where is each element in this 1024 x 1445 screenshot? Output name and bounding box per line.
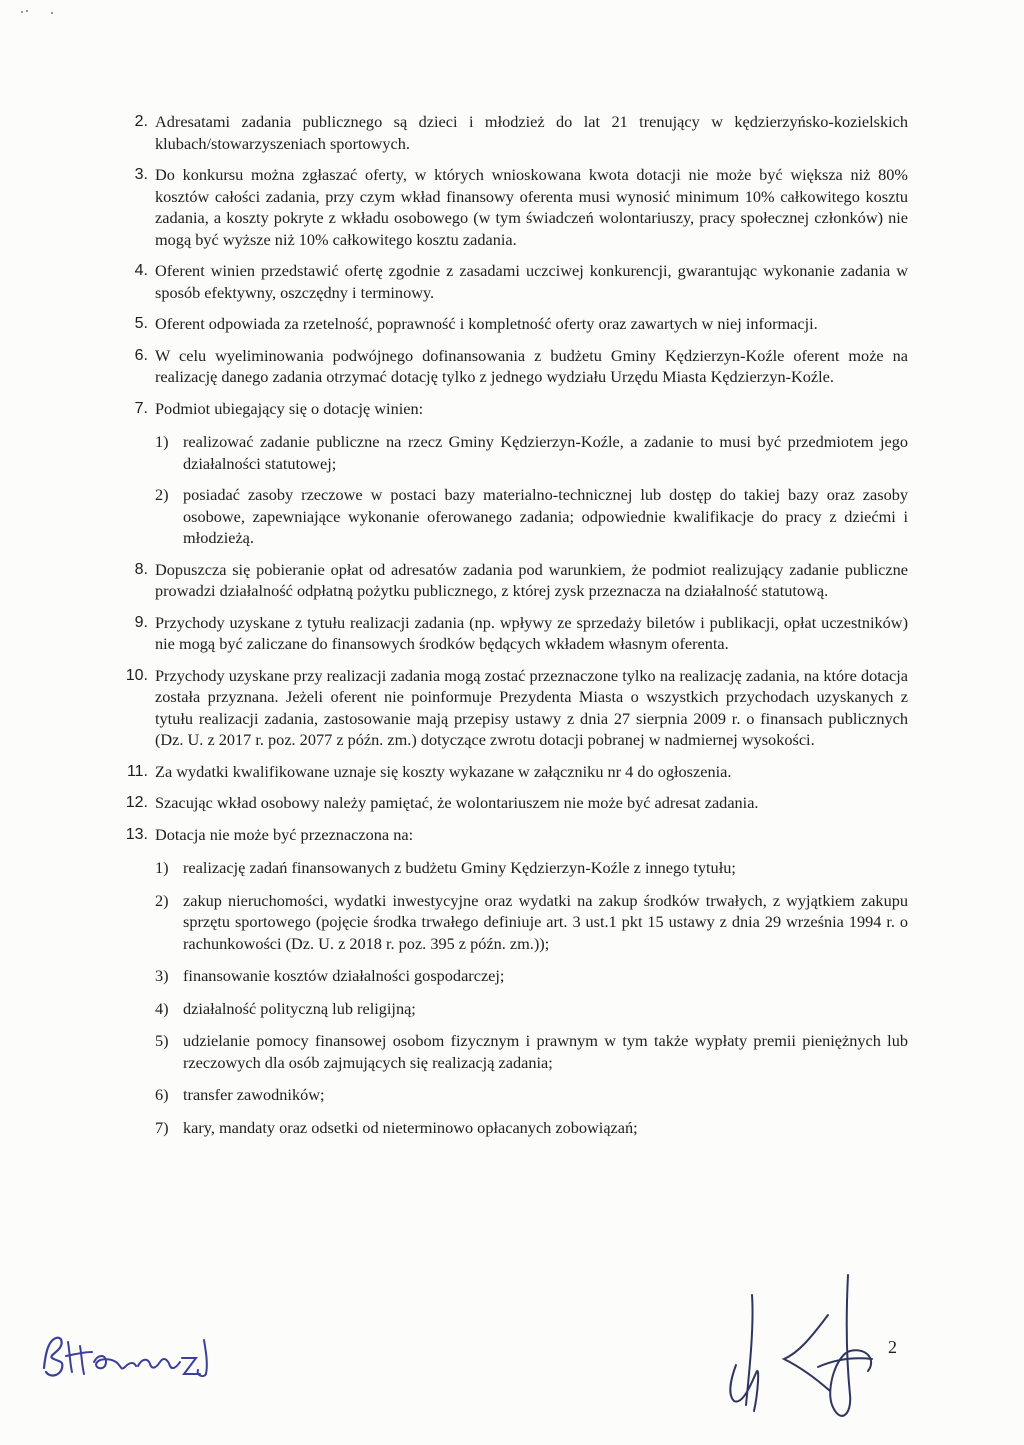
item-text: Za wydatki kwalifikowane uznaje się koszty wykazane w załączniku nr 4 do ogłoszenia. bbox=[155, 761, 732, 781]
sublist-item bbox=[155, 431, 908, 474]
item-number: 10. bbox=[125, 666, 148, 684]
list-item bbox=[118, 665, 908, 751]
item-text: Adresatami zadania publicznego są dzieci i młodzież do lat 21 trenujący w kędzierzyńsko-kozielskich klubach/stowarzyszeniach sportowych. bbox=[155, 112, 908, 153]
item-number: 8. bbox=[134, 560, 148, 578]
item-text: Oferent odpowiada za rzetelność, poprawność i kompletność oferty oraz zawartych w niej informacji. bbox=[155, 314, 818, 333]
item-number: 11. bbox=[126, 762, 148, 780]
item-number: 3. bbox=[134, 166, 148, 183]
item-text: Przychody uzyskane z tytułu realizacji zadania (np. wpływy ze sprzedaży biletów i publikacji, opłat uczestników) nie mogą być zaliczane do finansowych środków będących wkładem własnym oferenta. bbox=[155, 612, 908, 653]
list-item bbox=[118, 313, 908, 335]
subitem-number: 4) bbox=[155, 998, 169, 1018]
subitem-text: posiadać zasoby rzeczowe w postaci bazy materialno-technicznej lub dostęp do takiej bazy oraz zasoby osobowe, zapewniające wykonanie oferowanego zadania; odpowiednie kwalifikacje do pracy z dziećmi i młodzieżą. bbox=[183, 485, 908, 547]
subitem-number: 1) bbox=[155, 858, 169, 877]
item-number: 6. bbox=[134, 346, 148, 364]
subitem-number: 5) bbox=[155, 1031, 169, 1050]
list-item bbox=[118, 792, 908, 814]
subitem-text: kary, mandaty oraz odsetki od nieterminowo opłacanych zobowiązań; bbox=[183, 1117, 638, 1137]
item-text: Szacując wkład osobowy należy pamiętać, że wolontariuszem nie może być adresat zadania. bbox=[155, 793, 759, 812]
scan-mark bbox=[18, 6, 58, 16]
item-text: Oferent winien przedstawić ofertę zgodnie z zasadami uczciwej konkurencji, gwarantując wykonanie zadania w sposób efektywny, oszczędny i terminowy. bbox=[155, 261, 908, 302]
item-number: 9. bbox=[134, 613, 148, 631]
list-item bbox=[118, 612, 908, 655]
sublist-item bbox=[155, 890, 908, 955]
sublist-item bbox=[155, 965, 908, 987]
sublist-item bbox=[155, 1030, 908, 1073]
list-item bbox=[118, 761, 908, 783]
page-number: 2 bbox=[888, 1337, 897, 1357]
subitem-text: realizować zadanie publiczne na rzecz Gminy Kędzierzyn-Koźle, a zadanie to musi być przedmiotem jego działalności statutowej; bbox=[183, 432, 908, 473]
subitem-number: 1) bbox=[155, 432, 169, 451]
item-number: 5. bbox=[134, 315, 148, 332]
sublist-item bbox=[155, 998, 908, 1020]
sublist-item bbox=[155, 484, 908, 549]
item-text: Podmiot ubiegający się o dotację winien: bbox=[155, 398, 424, 418]
list-item bbox=[118, 345, 908, 388]
subitem-text: udzielanie pomocy finansowej osobom fizycznym i prawnym w tym także wypłaty premii pieniężnych lub rzeczowych dla osób zajmujących się realizacją zadania; bbox=[183, 1031, 908, 1072]
item-number: 13. bbox=[125, 825, 148, 843]
item-text: Przychody uzyskane przy realizacji zadania mogą zostać przeznaczone tylko na realizację zadania, na które dotacja została przyznana. Jeżeli oferent nie poinformuje Prezydenta Miasta o wszystkich przychodach uzyskanych z tytułu realizacji zadania, zastosowanie mają przepisy ustawy z dnia 27 sierpnia 2009 r. o finansach publicznych (Dz. U. z 2017 r. poz. 2077 z późn. zm.) dotyczące zwrotu dotacji pobranej w nadmiernej wysokości. bbox=[155, 665, 908, 749]
sublist-item bbox=[155, 1084, 908, 1106]
sublist bbox=[155, 857, 908, 1138]
list-item bbox=[118, 164, 908, 250]
list-item bbox=[118, 398, 908, 549]
subitem-text: transfer zawodników; bbox=[183, 1085, 325, 1104]
sublist bbox=[155, 431, 908, 549]
subitem-number: 2) bbox=[155, 890, 169, 910]
list-item bbox=[118, 824, 908, 1139]
handwritten-signature-left bbox=[36, 1318, 236, 1388]
sublist-item bbox=[155, 857, 908, 879]
document-body bbox=[118, 111, 908, 1149]
subitem-number: 7) bbox=[155, 1117, 169, 1137]
item-number: 12. bbox=[125, 794, 148, 811]
item-text: Dotacja nie może być przeznaczona na: bbox=[155, 824, 414, 844]
subitem-number: 2) bbox=[155, 485, 169, 504]
subitem-text: realizację zadań finansowanych z budżetu Gminy Kędzierzyn-Koźle z innego tytułu; bbox=[183, 858, 736, 877]
subitem-number: 6) bbox=[155, 1085, 169, 1104]
item-text: W celu wyeliminowania podwójnego dofinansowania z budżetu Gminy Kędzierzyn-Koźle oferent może na realizację danego zadania otrzymać dotację tylko z jednego wydziału Urzędu Miasta Kędzierzyn-Koźle. bbox=[155, 345, 908, 386]
handwritten-signature-right bbox=[700, 1255, 890, 1430]
item-text: Dopuszcza się pobieranie opłat od adresatów zadania pod warunkiem, że podmiot realizujący zadanie publiczne prowadzi działalność odpłatną pożytku publicznego, z której zysk przeznacza na działalność statutową. bbox=[155, 559, 908, 600]
subitem-text: zakup nieruchomości, wydatki inwestycyjne oraz wydatki na zakup środków trwałych, z wyjątkiem zakupu sprzętu sportowego (pojęcie środka trwałego definiuje art. 3 ust.1 pkt 15 ustawy z dnia 29 września 1994 r. o rachunkowości (Dz. U. z 2018 r. poz. 395 z późn. zm.)); bbox=[183, 890, 908, 953]
list-item bbox=[118, 559, 908, 602]
item-number: 4. bbox=[134, 262, 148, 279]
sublist-item bbox=[155, 1117, 908, 1139]
item-number: 2. bbox=[134, 113, 148, 130]
subitem-text: finansowanie kosztów działalności gospodarczej; bbox=[183, 966, 505, 985]
subitem-text: działalność polityczną lub religijną; bbox=[183, 998, 416, 1018]
list-item bbox=[118, 111, 908, 154]
list-item bbox=[118, 260, 908, 303]
subitem-number: 3) bbox=[155, 966, 169, 985]
item-number: 7. bbox=[134, 399, 148, 417]
item-text: Do konkursu można zgłaszać oferty, w których wnioskowana kwota dotacji nie może być większa niż 80% kosztów całości zadania, przy czym wkład finansowy oferenta musi wynosić minimum 10% całkowitego kosztu zadania, a koszty pokryte z wkładu osobowego (w tym świadczeń wolontariuszy, pracy społecznej członków) nie mogą być wyższe niż 10% całkowitego kosztu zadania. bbox=[155, 165, 908, 249]
